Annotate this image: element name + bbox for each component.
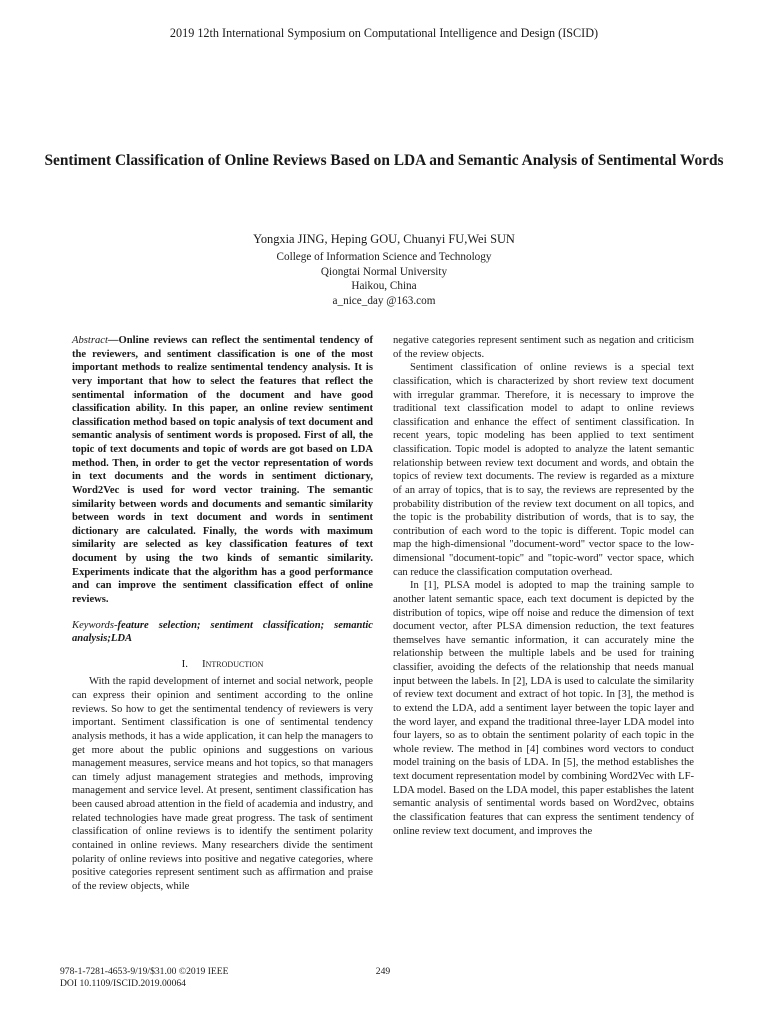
section-title: Introduction (201, 657, 264, 670)
section-heading-introduction (72, 658, 373, 672)
keywords (72, 619, 373, 646)
footer-isbn: 978-1-7281-4653-9/19/$31.00 ©2019 IEEE (60, 966, 229, 977)
intro-paragraph-1-continued: negative categories represent sentiment such as negation and criticism of the review objects. (393, 335, 694, 360)
intro-paragraph-2: Sentiment classification of online reviews is a special text classification, which is characterized by short review text document with irregular grammar. Therefore, it is necessary to improve the traditional text classification model to adapt to online reviews classification and enhance the effect of sentiment classification. In recent years, topic modeling has been applied to text sentiment classification. Topic model is adopted to analyze the latent semantic relationship between review text document and words, and obtain the topics of review text documents. The review is regarded as a mixture of an array of topics, that is to say, the reviews are represented by the probability distribution of the review text document on all topics, and the topic is the probability distribution of words, that is to say, the contribution of each word to the topic is different. Topic model can map the high-dimensional "document-word" vector space to the low-dimensional "document-topic" and "topic-word" vector space, which can reduce the classification computation overhead. (393, 362, 694, 578)
footer-copyright (60, 966, 229, 989)
author-university: Qiongtai Normal University (320, 265, 448, 278)
author-college: College of Information Science and Technology (276, 251, 492, 263)
section-number: I. (181, 657, 188, 670)
author-email: a_nice_day @163.com (332, 294, 436, 307)
page-number: 249 (375, 966, 391, 977)
paper-title: Sentiment Classification of Online Reviews Based on LDA and Semantic Analysis of Sentimental Words (44, 152, 724, 169)
keywords-body: feature selection; sentiment classification; semantic analysis;LDA (72, 619, 373, 645)
author-block (0, 231, 768, 308)
footer-doi: DOI 10.1109/ISCID.2019.00064 (60, 977, 186, 989)
abstract (72, 334, 373, 607)
left-column (72, 334, 373, 893)
intro-paragraph-1: With the rapid development of internet and social network, people can express their opinion and sentiment according to the online reviews. So how to get the sentimental tendency of reviewers is very important. Sentiment classification is one of sentimental tendency analysis methods, it has a wide application, it can help the managers to get more about the public opinions and suggestions on various management measures, service means and hot topics, so that managers can timely adjust management strategies and methods, improving management and service level. At present, sentiment classification has been caused abroad attention in the field of academia and industry, and related technologies have made great progress. The task of sentiment classification of online reviews is to identify the sentiment polarity contained in online reviews. Many researchers divide the sentiment polarity of online reviews into positive and negative categories, where positive categories represent sentiment such as affirmation and praise of the review objects, while (72, 676, 373, 892)
abstract-body: —Online reviews can reflect the sentimental tendency of the reviewers, and sentiment classification is one of the most important methods to realize sentimental tendency analysis. It is very important that how to select the features that reflect the sentimental information of the document and have good classification ability. In this paper, an online review sentiment classification method based on topic analysis of text document and semantic analysis of sentiment words is proposed. First of all, the topic of text documents and topic of words are got based on LDA method. Then, in order to get the vector representation of words in text documents and the words in sentiment dictionary, Word2Vec is used for word vector training. The semantic similarity between words and documents and semantic similarity between words in text document and words in sentiment dictionary are calculated. Finally, the words with maximum similarity are selected as key classification features of text document by using the two kinds of semantic similarity. Experiments indicate that the algorithm has a good performance and can improve the sentiment classification effect of online reviews. (72, 335, 373, 605)
author-names: Yongxia JING, Heping GOU, Chuanyi FU,Wei SUN (253, 232, 515, 246)
author-city: Haikou, China (351, 280, 417, 292)
conference-header: 2019 12th International Symposium on Computational Intelligence and Design (ISCID) (169, 26, 599, 40)
keywords-lead: Keywords- (72, 619, 118, 631)
right-column (393, 334, 694, 838)
abstract-lead: Abstract (72, 335, 108, 346)
intro-paragraph-3: In [1], PLSA model is adopted to map the training sample to another latent semantic space, each text document is depicted by the distribution of topics, wipe off noise and reduce the dimension of text document vector, after PLSA dimension reduction, the text features themselves have semantic information, it can accurately mine the relationship between the multiple labels and be used for training classifier, avoiding the defects of the relationship that needs manual input between the labels. In [2], LDA is used to calculate the similarity of review text document and extract of hot topic. In [3], the method is to extend the LDA, add a sentiment layer between the topic layer and the word layer, and expand the traditional three-layer LDA model into four layers, so as to obtain the sentiment polarity of each topic in the whole review. The method in [4] combines word vectors to conduct model training on the basis of LDA. In [5], the method establishes the text document representation model by combining Word2Vec with LF-LDA model. Based on the LDA model, this paper establishes the latent semantic analysis of sentimental words based on Word2vec, obtains the classification features that can express the sentiment tendency of online review text document, and improves the (393, 580, 694, 837)
